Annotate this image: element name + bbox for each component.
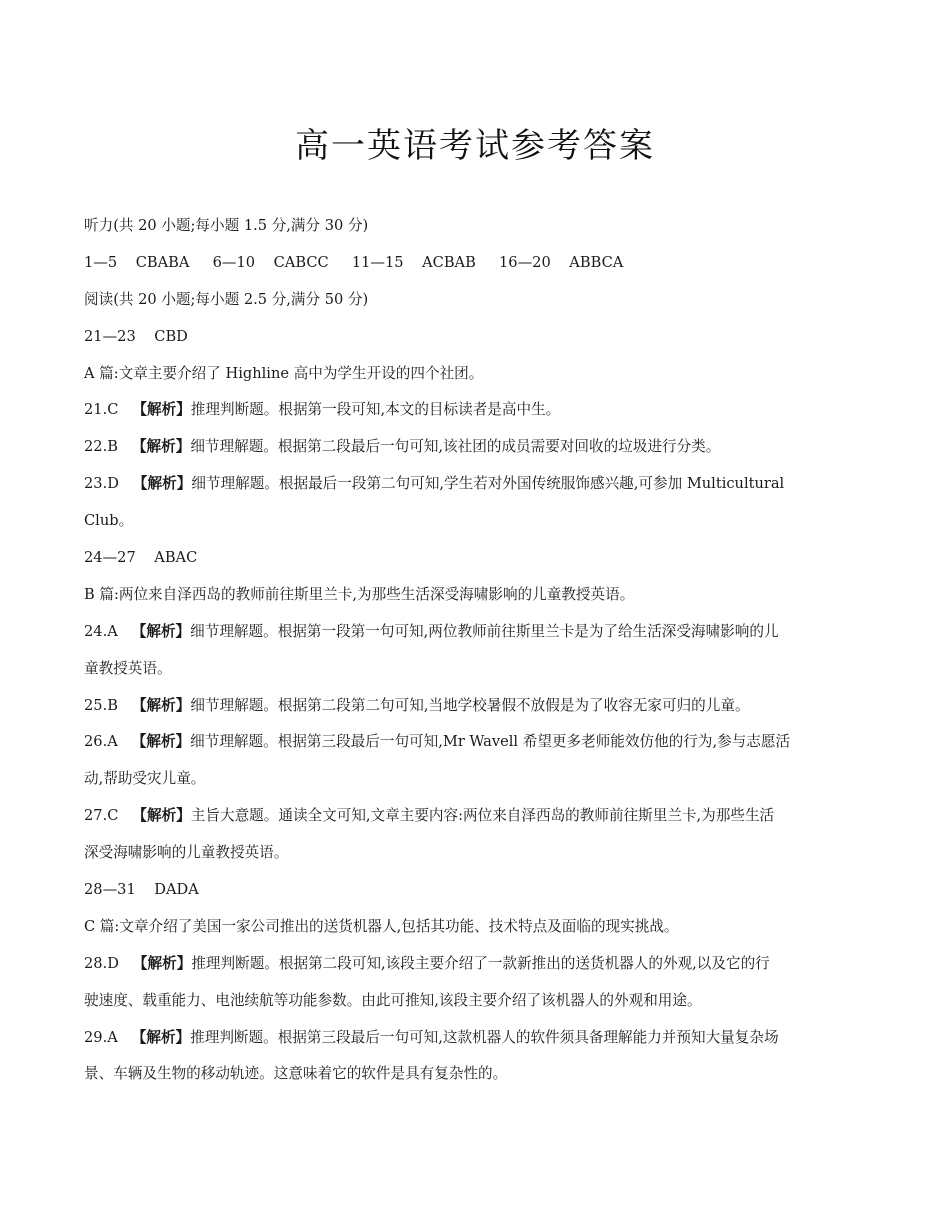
question-number: 28.D xyxy=(84,954,119,972)
page-title: 高一英语考试参考答案 xyxy=(295,126,655,166)
text-line xyxy=(84,356,874,393)
line-text: 细节理解题。根据第二段最后一句可知,该社团的成员需要对回收的垃圾进行分类。 xyxy=(190,438,721,456)
line-text: 细节理解题。根据第一段第一句可知,两位教师前往斯里兰卡是为了给生活深受海啸影响的儿 xyxy=(190,622,779,640)
analysis-tag: 【解析】 xyxy=(132,475,192,493)
analysis-tag: 【解析】 xyxy=(131,1028,191,1046)
line-text: 1—5 CBABA 6—10 CABCC 11—15 ACBAB 16—20 ABBCA xyxy=(84,253,624,271)
line-text: 21—23 CBD xyxy=(84,327,188,345)
answer-explanation-line xyxy=(84,1020,874,1057)
question-number: 24.A xyxy=(84,622,118,640)
question-number: 21.C xyxy=(84,401,119,419)
line-text: C 篇:文章介绍了美国一家公司推出的送货机器人,包括其功能、技术特点及面临的现实挑战。 xyxy=(84,917,679,935)
line-text: 28—31 DADA xyxy=(84,881,199,899)
text-line xyxy=(84,540,874,577)
analysis-tag: 【解析】 xyxy=(131,438,191,456)
line-text: 景、车辆及生物的移动轨迹。这意味着它的软件是具有复杂性的。 xyxy=(84,1065,508,1083)
answer-explanation-line xyxy=(84,688,874,725)
line-text: 童教授英语。 xyxy=(84,659,172,677)
answer-explanation-line xyxy=(84,798,874,835)
text-line xyxy=(84,651,874,688)
text-line xyxy=(84,208,874,245)
text-line xyxy=(84,319,874,356)
question-number: 27.C xyxy=(84,807,119,825)
analysis-tag: 【解析】 xyxy=(132,401,191,419)
line-text: Club。 xyxy=(84,512,134,530)
line-text: 推理判断题。根据第二段可知,该段主要介绍了一款新推出的送货机器人的外观,以及它的行 xyxy=(191,954,770,972)
text-line xyxy=(84,761,874,798)
line-text: 听力(共 20 小题;每小题 1.5 分,满分 30 分) xyxy=(84,217,369,234)
line-text: A 篇:文章主要介绍了 Highline 高中为学生开设的四个社团。 xyxy=(84,364,484,382)
text-line xyxy=(84,503,874,540)
line-text: 动,帮助受灾儿童。 xyxy=(84,770,206,788)
text-line xyxy=(84,909,874,946)
text-line xyxy=(84,872,874,909)
text-line xyxy=(84,983,874,1020)
text-line xyxy=(84,835,874,872)
question-number: 25.B xyxy=(84,696,118,714)
line-text: 细节理解题。根据最后一段第二句可知,学生若对外国传统服饰感兴趣,可参加 Multicultural xyxy=(191,475,785,493)
text-line xyxy=(84,245,874,282)
answer-content xyxy=(84,208,874,1093)
analysis-tag: 【解析】 xyxy=(132,807,191,825)
question-number: 26.A xyxy=(84,733,118,751)
line-text: 细节理解题。根据第三段最后一句可知,Mr Wavell 希望更多老师能效仿他的行为,参与志愿活 xyxy=(190,733,791,751)
answer-explanation-line xyxy=(84,724,874,761)
answer-explanation-line xyxy=(84,429,874,466)
question-number: 23.D xyxy=(84,475,119,493)
question-number: 22.B xyxy=(84,438,118,456)
analysis-tag: 【解析】 xyxy=(131,696,191,714)
answer-explanation-line xyxy=(84,466,874,503)
line-text: 主旨大意题。通读全文可知,文章主要内容:两位来自泽西岛的教师前往斯里兰卡,为那些生活 xyxy=(190,807,775,825)
line-text: 24—27 ABAC xyxy=(84,549,198,567)
text-line xyxy=(84,1056,874,1093)
line-text: 阅读(共 20 小题;每小题 2.5 分,满分 50 分) xyxy=(84,290,369,308)
analysis-tag: 【解析】 xyxy=(132,954,192,972)
answer-explanation-line xyxy=(84,946,874,983)
line-text: 驶速度、载重能力、电池续航等功能参数。由此可推知,该段主要介绍了该机器人的外观和用途。 xyxy=(84,991,702,1009)
line-text: 细节理解题。根据第二段第二句可知,当地学校暑假不放假是为了收容无家可归的儿童。 xyxy=(190,696,750,714)
text-line xyxy=(84,577,874,614)
line-text: 推理判断题。根据第三段最后一句可知,这款机器人的软件须具备理解能力并预知大量复杂场 xyxy=(190,1028,779,1046)
question-number: 29.A xyxy=(84,1028,118,1046)
answer-explanation-line xyxy=(84,392,874,429)
answer-explanation-line xyxy=(84,614,874,651)
analysis-tag: 【解析】 xyxy=(131,622,191,640)
analysis-tag: 【解析】 xyxy=(131,733,191,751)
line-text: 深受海啸影响的儿童教授英语。 xyxy=(84,844,289,862)
line-text: 推理判断题。根据第一段可知,本文的目标读者是高中生。 xyxy=(190,401,561,419)
text-line xyxy=(84,282,874,319)
line-text: B 篇:两位来自泽西岛的教师前往斯里兰卡,为那些生活深受海啸影响的儿童教授英语。 xyxy=(84,585,635,603)
